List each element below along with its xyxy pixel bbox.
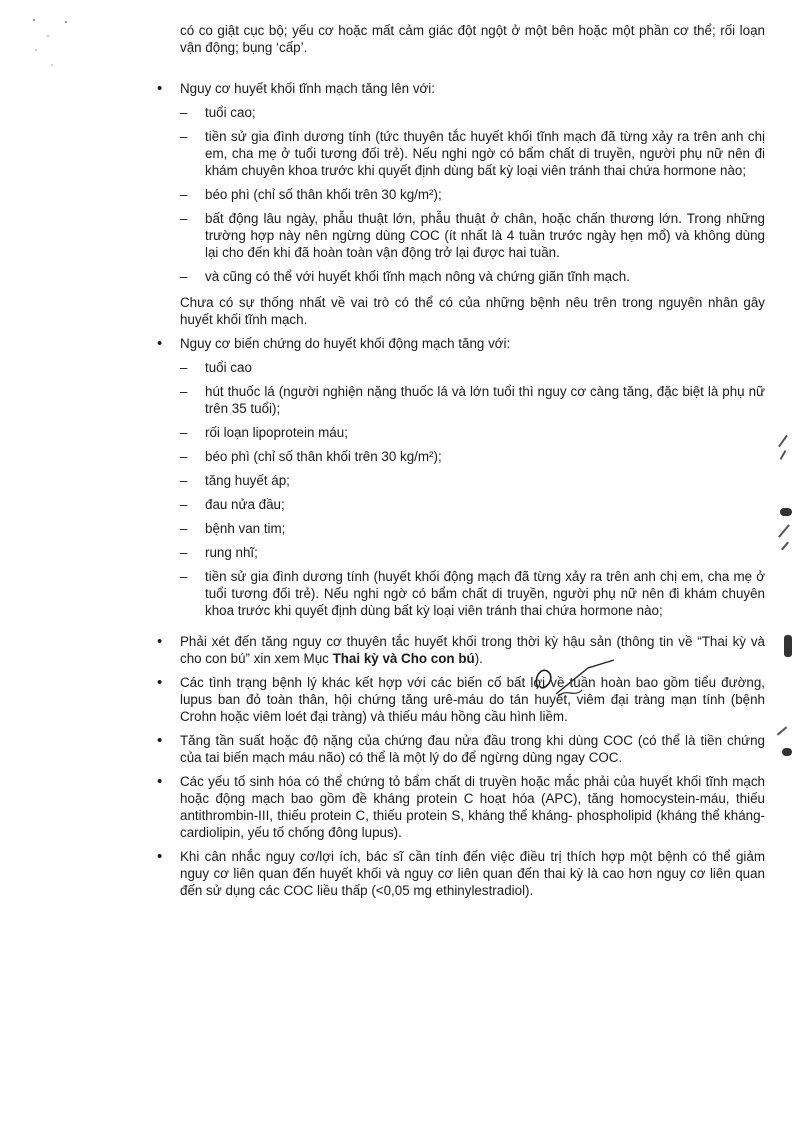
venous-note: Chưa có sự thống nhất về vai trò có thể có của những bệnh nêu trên trong nguyên nhân gây huyết khối tĩnh mạch. [180, 295, 765, 327]
risk-benefit-bullet: • Khi cân nhắc nguy cơ/lợi ích, bác sĩ cần tính đến việc điều trị thích hợp một bệnh có thể giảm nguy cơ liên quan đến huyết khối và nguy cơ liên quan đến thai kỳ là cao hơn nguy cơ liên quan đến sử dụng các COC liều thấp (<0,05 mg ethinylestradiol). [157, 848, 765, 898]
venous-heading: Nguy cơ huyết khối tĩnh mạch tăng lên với: [180, 81, 436, 96]
list-item: – và cũng có thể với huyết khối tĩnh mạch nông và chứng giãn tĩnh mạch. [180, 269, 630, 284]
arterial-risk-section [155, 335, 765, 352]
postpartum-bullet: • Phải xét đến tăng nguy cơ thuyên tắc huyết khối trong thời kỳ hậu sản (thông tin về “Thai kỳ và cho con bú” xin xem Mục Thai kỳ và Cho con bú). [157, 633, 765, 666]
bullet-icon: • [157, 773, 163, 790]
list-item: – đau nửa đầu; [180, 497, 285, 512]
list-item: – hút thuốc lá (người nghiện nặng thuốc lá và lớn tuổi thì nguy cơ càng tăng, đặc biệt là phụ nữ trên 35 tuổi); [180, 384, 765, 416]
dash-icon: – [180, 473, 188, 488]
bullet-icon: • [157, 848, 163, 865]
list-item: – béo phì (chỉ số thân khối trên 30 kg/m²); [180, 187, 442, 202]
dash-icon: – [180, 569, 188, 584]
dash-icon: – [180, 545, 188, 560]
other-conditions-bullet: • Các tình trạng bệnh lý khác kết hợp với các biến cố bất lợi về tuần hoàn bao gồm tiểu đường, lupus ban đỏ toàn thân, hội chứng tăng urê-máu do tán huyết, viêm đại tràng mạn tính (bệnh Crohn hoặc viêm loét đại tràng) và thiếu máu hồng cầu hình liềm. [157, 674, 765, 724]
dash-icon: – [180, 129, 188, 144]
handwritten-initial-mark [528, 658, 618, 708]
section-reference: Thai kỳ và Cho con bú [332, 651, 475, 666]
arterial-heading: Nguy cơ biến chứng do huyết khối động mạch tăng với: [180, 336, 511, 351]
list-item: – béo phì (chỉ số thân khối trên 30 kg/m²); [180, 449, 442, 464]
document-body [155, 22, 765, 906]
list-item: – tiền sử gia đình dương tính (tức thuyên tắc huyết khối tĩnh mạch đã từng xảy ra trên anh chị em, cha mẹ ở tuổi tương đối trẻ). Nếu nghi ngờ có bẩm chất di truyền, người phụ nữ nên đi khám chuyên khoa trước khi quyết định dùng bất kỳ loại viên tránh thai chứa hormone nào; [180, 129, 765, 178]
dash-icon: – [180, 211, 188, 226]
dash-icon: – [180, 497, 188, 512]
paragraph-continuation: có co giật cục bộ; yếu cơ hoặc mất cảm giác đột ngột ở một bên hoặc một phần cơ thể; rối loạn vận động; bụng ‘cấp’. [180, 23, 765, 55]
dash-icon: – [180, 449, 188, 464]
dash-icon: – [180, 269, 188, 284]
list-item: – tiền sử gia đình dương tính (huyết khối động mạch đã từng xảy ra trên anh chị em, cha mẹ ở tuổi tương đối trẻ). Nếu nghi ngờ có bẩm chất di truyền, người phụ nữ nên đi khám chuyên khoa trước khi quyết định dùng bất kỳ loại viên tránh thai chứa hormone nào; [180, 569, 765, 618]
dash-icon: – [180, 384, 188, 399]
dash-icon: – [180, 360, 188, 375]
dash-icon: – [180, 521, 188, 536]
bullet-icon: • [157, 80, 163, 97]
list-item: – bất động lâu ngày, phẫu thuật lớn, phẫu thuật ở chân, hoặc chấn thương lớn. Trong những trường hợp này nên ngừng dùng COC (ít nhất là 4 tuần trước ngày hẹn mổ) và không dùng lại cho đến khi đã hoàn toàn vận động trở lại được hai tuần. [180, 211, 765, 260]
scan-speck-marks [30, 10, 70, 70]
bullet-icon: • [157, 335, 163, 352]
list-item: – tăng huyết áp; [180, 473, 290, 488]
list-item: – bệnh van tim; [180, 521, 286, 536]
bullet-icon: • [157, 732, 163, 749]
dash-icon: – [180, 105, 188, 120]
venous-risk-section [155, 80, 765, 97]
dash-icon: – [180, 425, 188, 440]
bullet-icon: • [157, 633, 163, 650]
page-edge-marks [770, 430, 800, 770]
dash-icon: – [180, 187, 188, 202]
list-item: – rối loạn lipoprotein máu; [180, 425, 348, 440]
biochemical-bullet: • Các yếu tố sinh hóa có thể chứng tỏ bẩm chất di truyền hoặc mắc phải của huyết khối tĩnh mạch hoặc động mạch bao gồm đề kháng protein C hoạt hóa (APC), tăng homocystein-máu, thiếu antithrombin-III, thiếu protein C, thiếu protein S, kháng thể kháng- phospholipid (kháng thể kháng-cardiolipin, yếu tố chống đông lupus). [157, 773, 765, 840]
list-item: – tuổi cao; [180, 105, 256, 120]
migraine-bullet: • Tăng tần suất hoặc độ nặng của chứng đau nửa đầu trong khi dùng COC (có thể là tiền chứng của tai biến mạch máu não) có thể là một lý do để ngừng dùng ngay COC. [157, 732, 765, 765]
bullet-icon: • [157, 674, 163, 691]
list-item: – rung nhĩ; [180, 545, 258, 560]
list-item: – tuổi cao [180, 360, 252, 375]
